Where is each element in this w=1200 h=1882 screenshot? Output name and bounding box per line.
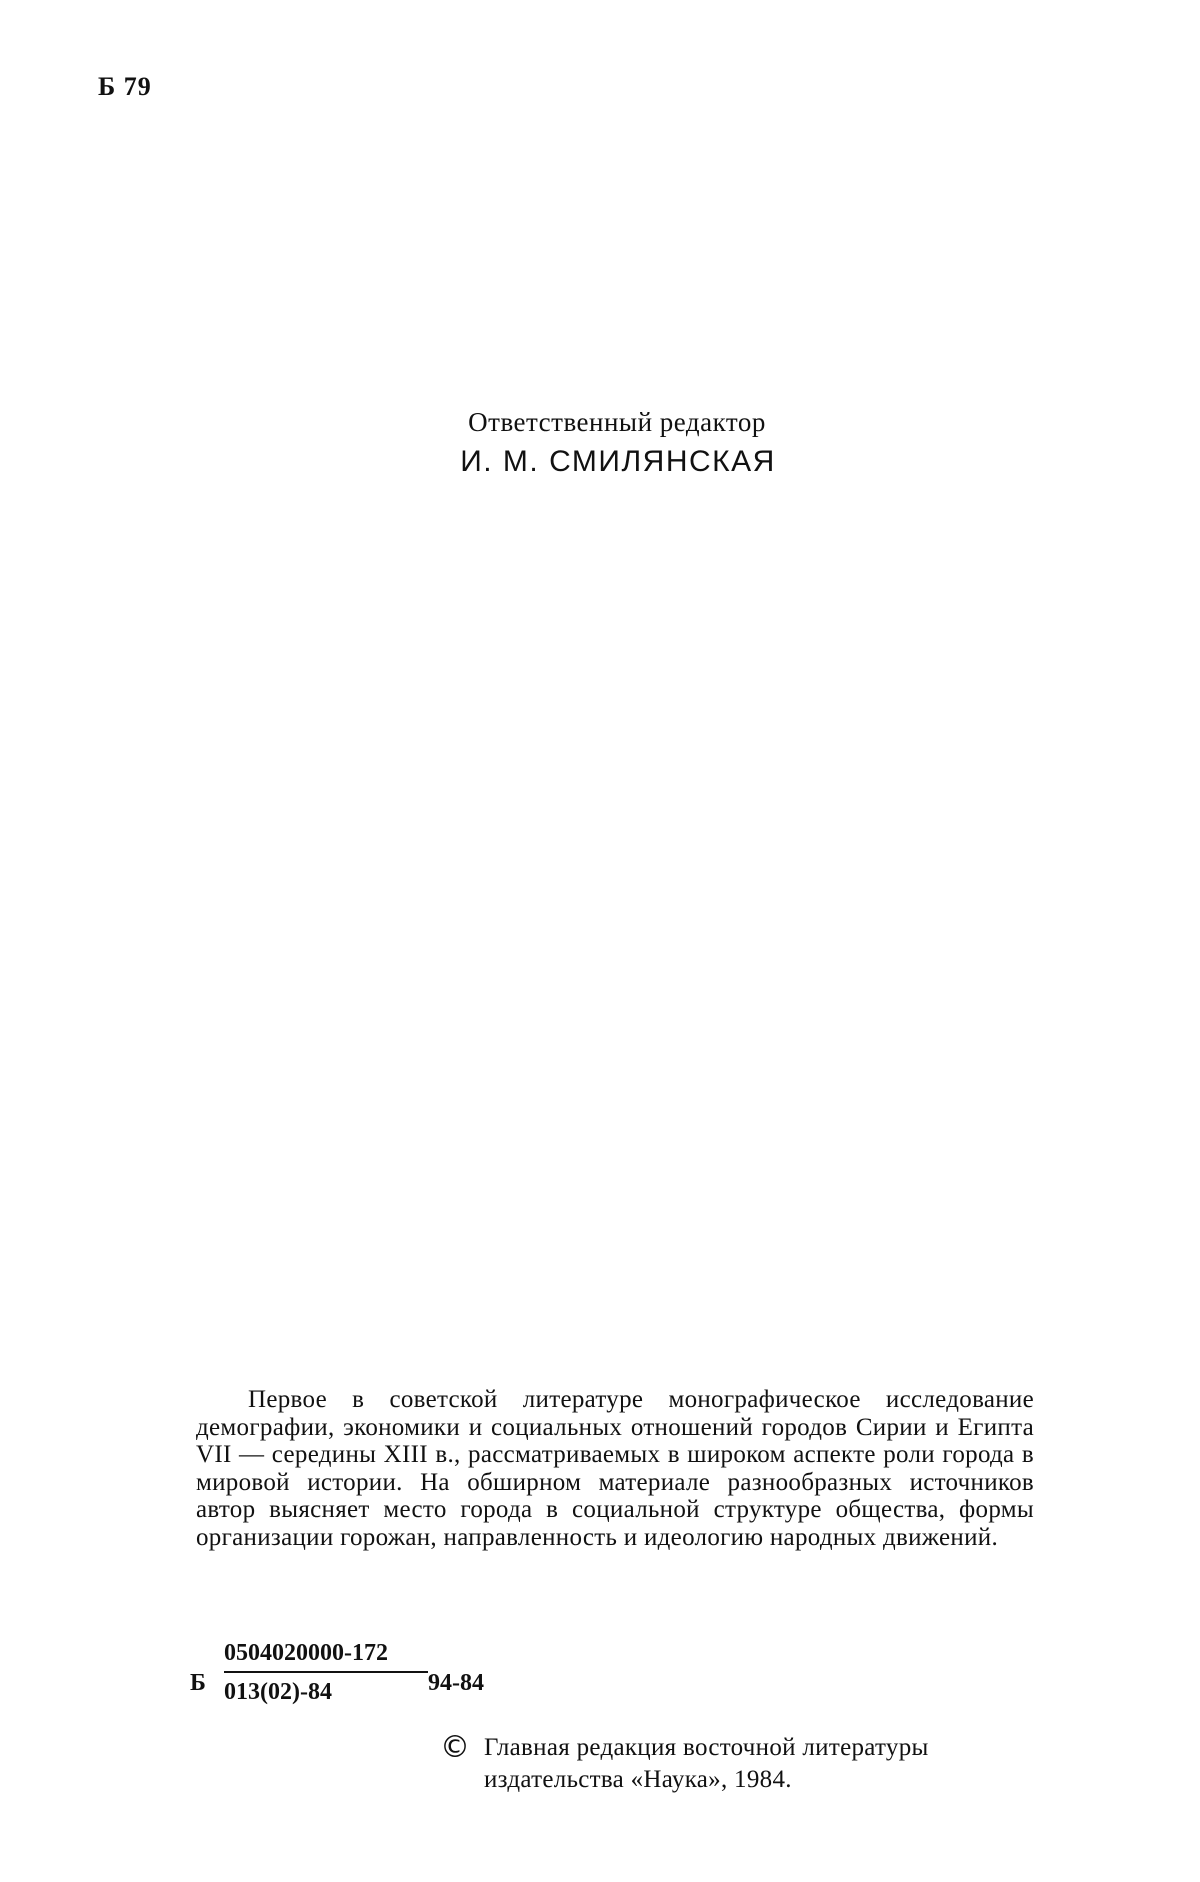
copyright-block — [440, 1732, 929, 1796]
copyright-icon: © — [440, 1730, 471, 1765]
annotation-paragraph: Первое в советской литературе монографическое исследование демографии, экономики и социальных отношений городов Сирии и Египта VII — середины XIII в., рассматриваемых в широком аспекте роли города в мировой истории. На обширном материале разнообразных источников автор выясняет место города в социальной структуре общества, формы организации горожан, направленность и идеологию народных движений. — [196, 1386, 1034, 1551]
bbk-denominator: 013(02)-84 — [224, 1679, 332, 1705]
editor-block — [0, 404, 1200, 484]
catalog-code: Б 79 — [98, 72, 152, 101]
copyright-line-publisher: Главная редакция восточной литературы — [484, 1734, 929, 1761]
bbk-suffix: 94-84 — [428, 1670, 484, 1696]
editor-role: Ответственный редактор — [468, 407, 766, 437]
bbk-letter: Б — [190, 1670, 206, 1696]
editor-name: И. М. СМИЛЯНСКАЯ — [460, 445, 776, 478]
bbk-numerator: 0504020000-172 — [224, 1640, 428, 1673]
copyright-line-year: издательства «Наука», 1984. — [484, 1766, 792, 1793]
bbk-fraction — [224, 1640, 428, 1706]
